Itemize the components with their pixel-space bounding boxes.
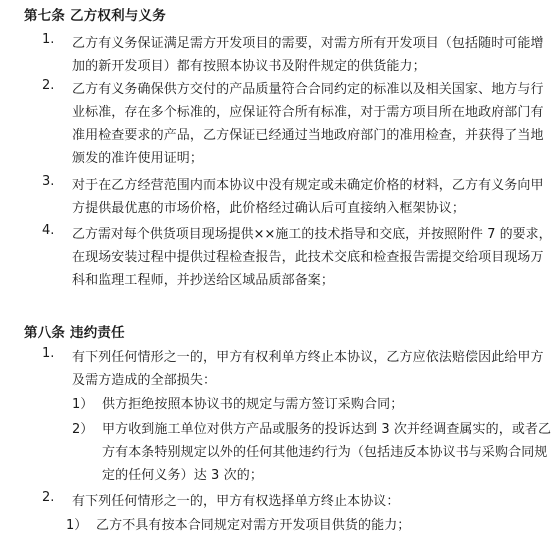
- item-number: 4.: [42, 223, 55, 238]
- item-text-line: 加的新开发项目）都有按照本协议书及附件规定的供货能力；: [72, 59, 426, 74]
- item-text-line: 乙方有义务保证满足需方开发项目的需要，对需方所有开发项目（包括随时可能增: [72, 36, 544, 51]
- subitem-text-line: 供方拒绝按照本协议书的规定与需方签订采购合同；: [102, 397, 404, 412]
- subitem-text-line: 乙方不具有按本合同规定对需方开发项目供货的能力；: [96, 518, 411, 533]
- item-text-line: 及需方造成的全部损失：: [72, 373, 217, 388]
- item-text-line: 对于在乙方经营范围内而本协议中没有规定或未确定价格的材料，乙方有义务向甲: [72, 178, 544, 193]
- subitem-text-line: 甲方收到施工单位对供方产品或服务的投诉达到 3 次并经调查属实的，或者乙: [102, 422, 552, 437]
- item-number: 3.: [42, 174, 55, 189]
- section-8-title: 第八条 违约责任: [24, 325, 125, 341]
- subitem-number: 1）: [72, 397, 94, 412]
- item-text-line: 方提供最优惠的市场价格，此价格经过确认后可直接纳入框架协议；: [72, 201, 466, 216]
- item-number: 2.: [42, 490, 55, 505]
- section-7-title: 第七条 乙方权利与义务: [24, 8, 166, 24]
- item-number: 1.: [42, 346, 55, 361]
- item-text-line: 在现场安装过程中提供过程检查报告，此技术交底和检查报告需提交给项目现场万: [72, 250, 544, 265]
- subitem-text-line: 定的任何义务）达 3 次的；: [102, 468, 263, 483]
- item-text-line: 颁发的准许使用证明；: [72, 151, 204, 166]
- item-text-line: 准用检查要求的产品，乙方保证已经通过当地政府部门的准用检查，并获得了当地: [72, 128, 544, 143]
- item-text-line: 科和监理工程师，并抄送给区域品质部备案；: [72, 273, 335, 288]
- item-text-line: 乙方有义务确保供方交付的产品质量符合合同约定的标准以及相关国家、地方与行: [72, 82, 544, 97]
- item-text-line: 乙方需对每个供货项目现场提供××施工的技术指导和交底，并按照附件 7 的要求，: [72, 227, 552, 242]
- subitem-text-line: 方有本条特别规定以外的任何其他违约行为（包括违反本协议书与采购合同规: [102, 445, 548, 460]
- item-number: 2.: [42, 78, 55, 93]
- subitem-number: 2）: [72, 422, 94, 437]
- subitem-number: 1）: [66, 518, 88, 533]
- item-text-line: 业标准，存在多个标准的，应保证符合所有标准，对于需方项目所在地政府部门有: [72, 105, 544, 120]
- item-text-line: 有下列任何情形之一的，甲方有权利单方终止本协议，乙方应依法赔偿因此给甲方: [72, 350, 544, 365]
- item-text-line: 有下列任何情形之一的，甲方有权选择单方终止本协议：: [72, 494, 400, 509]
- item-number: 1.: [42, 32, 55, 47]
